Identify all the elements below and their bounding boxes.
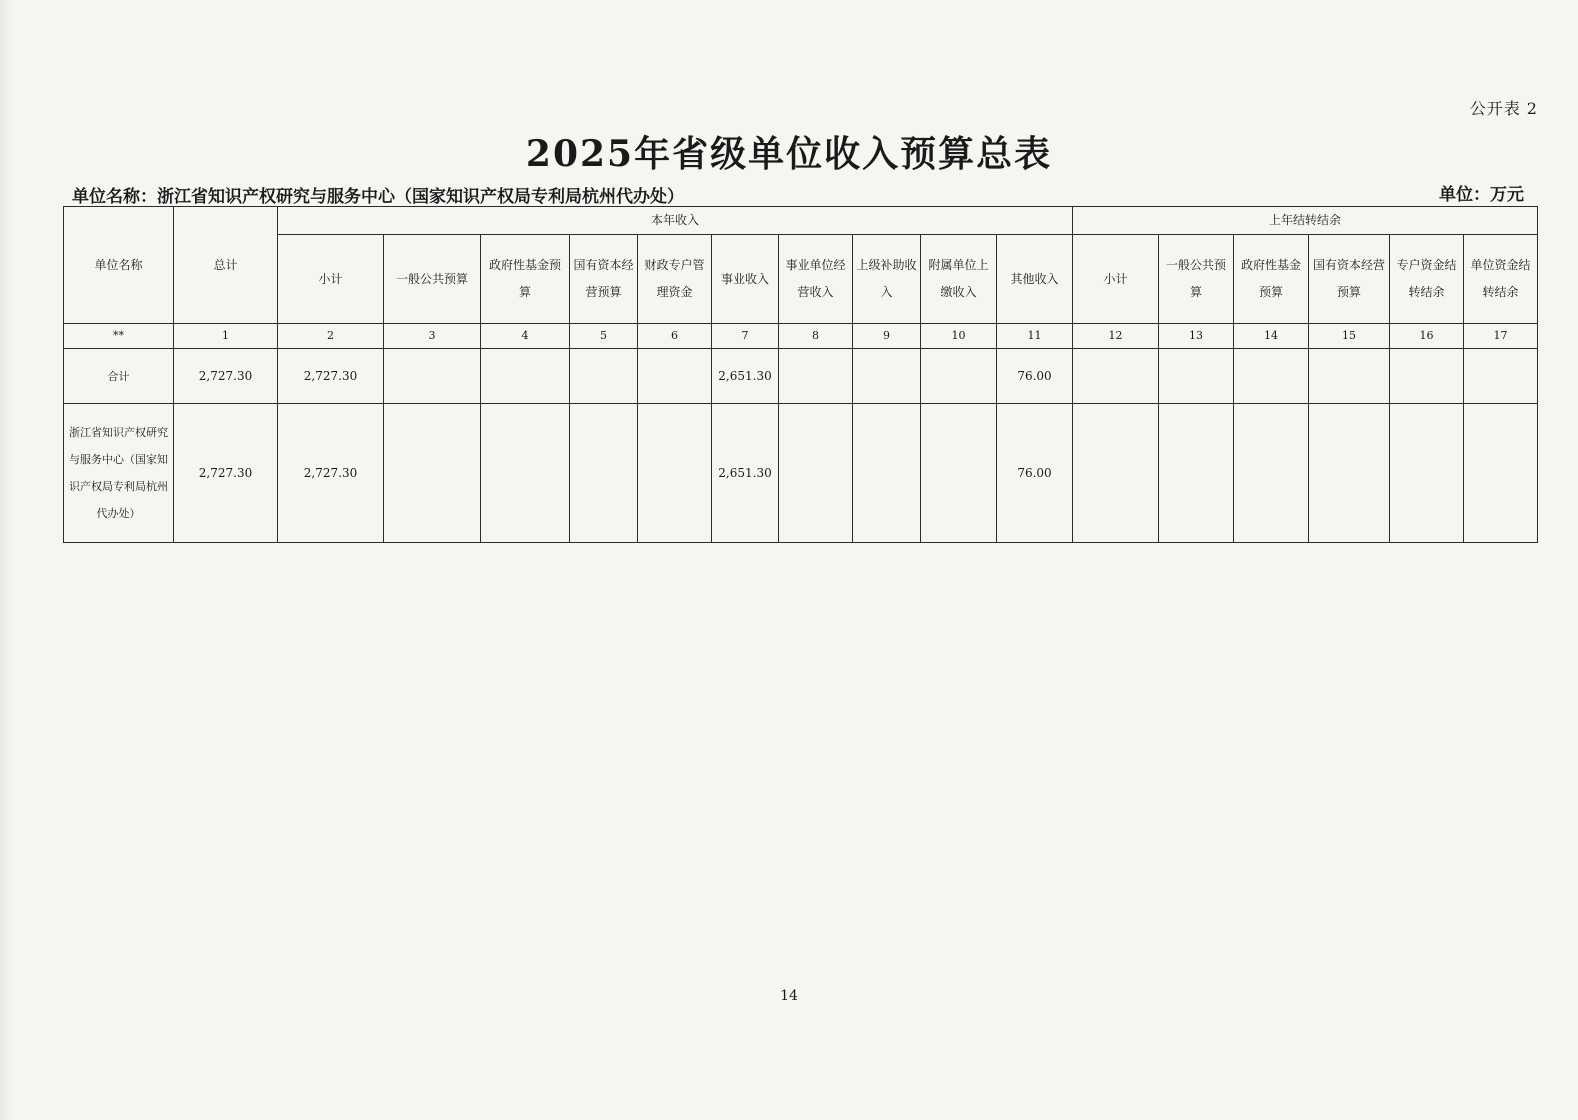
header-current-col: 附属单位上缴收入 (921, 235, 997, 324)
index-cell: 13 (1159, 324, 1234, 349)
cell (384, 404, 481, 543)
header-group-current-year: 本年收入 (278, 207, 1073, 235)
index-cell: 12 (1073, 324, 1159, 349)
cell (570, 349, 638, 404)
cell (384, 349, 481, 404)
cell (1159, 404, 1234, 543)
income-budget-table (63, 206, 1538, 543)
index-cell: 2 (278, 324, 384, 349)
cell-current-subtotal: 2,727.30 (278, 349, 384, 404)
index-cell: 5 (570, 324, 638, 349)
table-row-unit (64, 404, 1538, 543)
index-cell: 8 (779, 324, 853, 349)
header-previous-col: 专户资金结转结余 (1390, 235, 1464, 324)
header-total: 总计 (174, 207, 278, 324)
index-cell: 14 (1234, 324, 1309, 349)
cell-total: 2,727.30 (174, 349, 278, 404)
row-unit-name: 合计 (64, 349, 174, 404)
cell (1073, 404, 1159, 543)
header-previous-col: 一般公共预算 (1159, 235, 1234, 324)
header-current-col: 事业单位经营收入 (779, 235, 853, 324)
cell (1234, 404, 1309, 543)
index-cell: 10 (921, 324, 997, 349)
header-group-previous-carryover: 上年结转结余 (1073, 207, 1538, 235)
index-cell: 11 (997, 324, 1073, 349)
cell (779, 404, 853, 543)
header-previous-col: 国有资本经营预算 (1309, 235, 1390, 324)
header-current-col: 小计 (278, 235, 384, 324)
cell (1234, 349, 1309, 404)
cell (1390, 404, 1464, 543)
header-current-col: 财政专户管理资金 (638, 235, 712, 324)
index-cell: 1 (174, 324, 278, 349)
cell (638, 349, 712, 404)
header-previous-col: 小计 (1073, 235, 1159, 324)
cell (1464, 404, 1538, 543)
form-number: 公开表 2 (1469, 99, 1538, 118)
index-cell: 4 (481, 324, 570, 349)
header-row-group (64, 207, 1538, 235)
table-row-total (64, 349, 1538, 404)
cell (1309, 349, 1390, 404)
header-unit-name: 单位名称 (64, 207, 174, 324)
unit-name-label: 单位名称：浙江省知识产权研究与服务中心（国家知识产权局专利局杭州代办处） (72, 187, 684, 207)
index-cell: 7 (712, 324, 779, 349)
header-row-columns (64, 235, 1538, 324)
cell (1073, 349, 1159, 404)
header-previous-col: 政府性基金预算 (1234, 235, 1309, 324)
header-current-col: 政府性基金预算 (481, 235, 570, 324)
cell-business-income: 2,651.30 (712, 404, 779, 543)
cell (853, 404, 921, 543)
page-number: 14 (780, 988, 798, 1004)
header-current-col: 国有资本经营预算 (570, 235, 638, 324)
cell (1390, 349, 1464, 404)
cell-other-income: 76.00 (997, 349, 1073, 404)
header-current-col: 上级补助收入 (853, 235, 921, 324)
index-cell: 16 (1390, 324, 1464, 349)
cell (1159, 349, 1234, 404)
cell (638, 404, 712, 543)
header-previous-col: 单位资金结转结余 (1464, 235, 1538, 324)
cell-total: 2,727.30 (174, 404, 278, 543)
header-current-col: 事业收入 (712, 235, 779, 324)
index-cell: 15 (1309, 324, 1390, 349)
header-current-col: 其他收入 (997, 235, 1073, 324)
index-cell: 6 (638, 324, 712, 349)
page-title: 2025年省级单位收入预算总表 (525, 133, 1053, 175)
row-unit-name: 浙江省知识产权研究与服务中心（国家知识产权局专利局杭州代办处） (64, 404, 174, 543)
index-cell: ** (64, 324, 174, 349)
cell (481, 349, 570, 404)
index-row (64, 324, 1538, 349)
index-cell: 17 (1464, 324, 1538, 349)
index-cell: 9 (853, 324, 921, 349)
cell-other-income: 76.00 (997, 404, 1073, 543)
cell (921, 349, 997, 404)
cell (570, 404, 638, 543)
header-current-col: 一般公共预算 (384, 235, 481, 324)
cell-business-income: 2,651.30 (712, 349, 779, 404)
index-cell: 3 (384, 324, 481, 349)
cell (481, 404, 570, 543)
cell (1464, 349, 1538, 404)
cell (1309, 404, 1390, 543)
cell-current-subtotal: 2,727.30 (278, 404, 384, 543)
currency-unit-label: 单位：万元 (1439, 185, 1524, 205)
cell (779, 349, 853, 404)
cell (921, 404, 997, 543)
cell (853, 349, 921, 404)
